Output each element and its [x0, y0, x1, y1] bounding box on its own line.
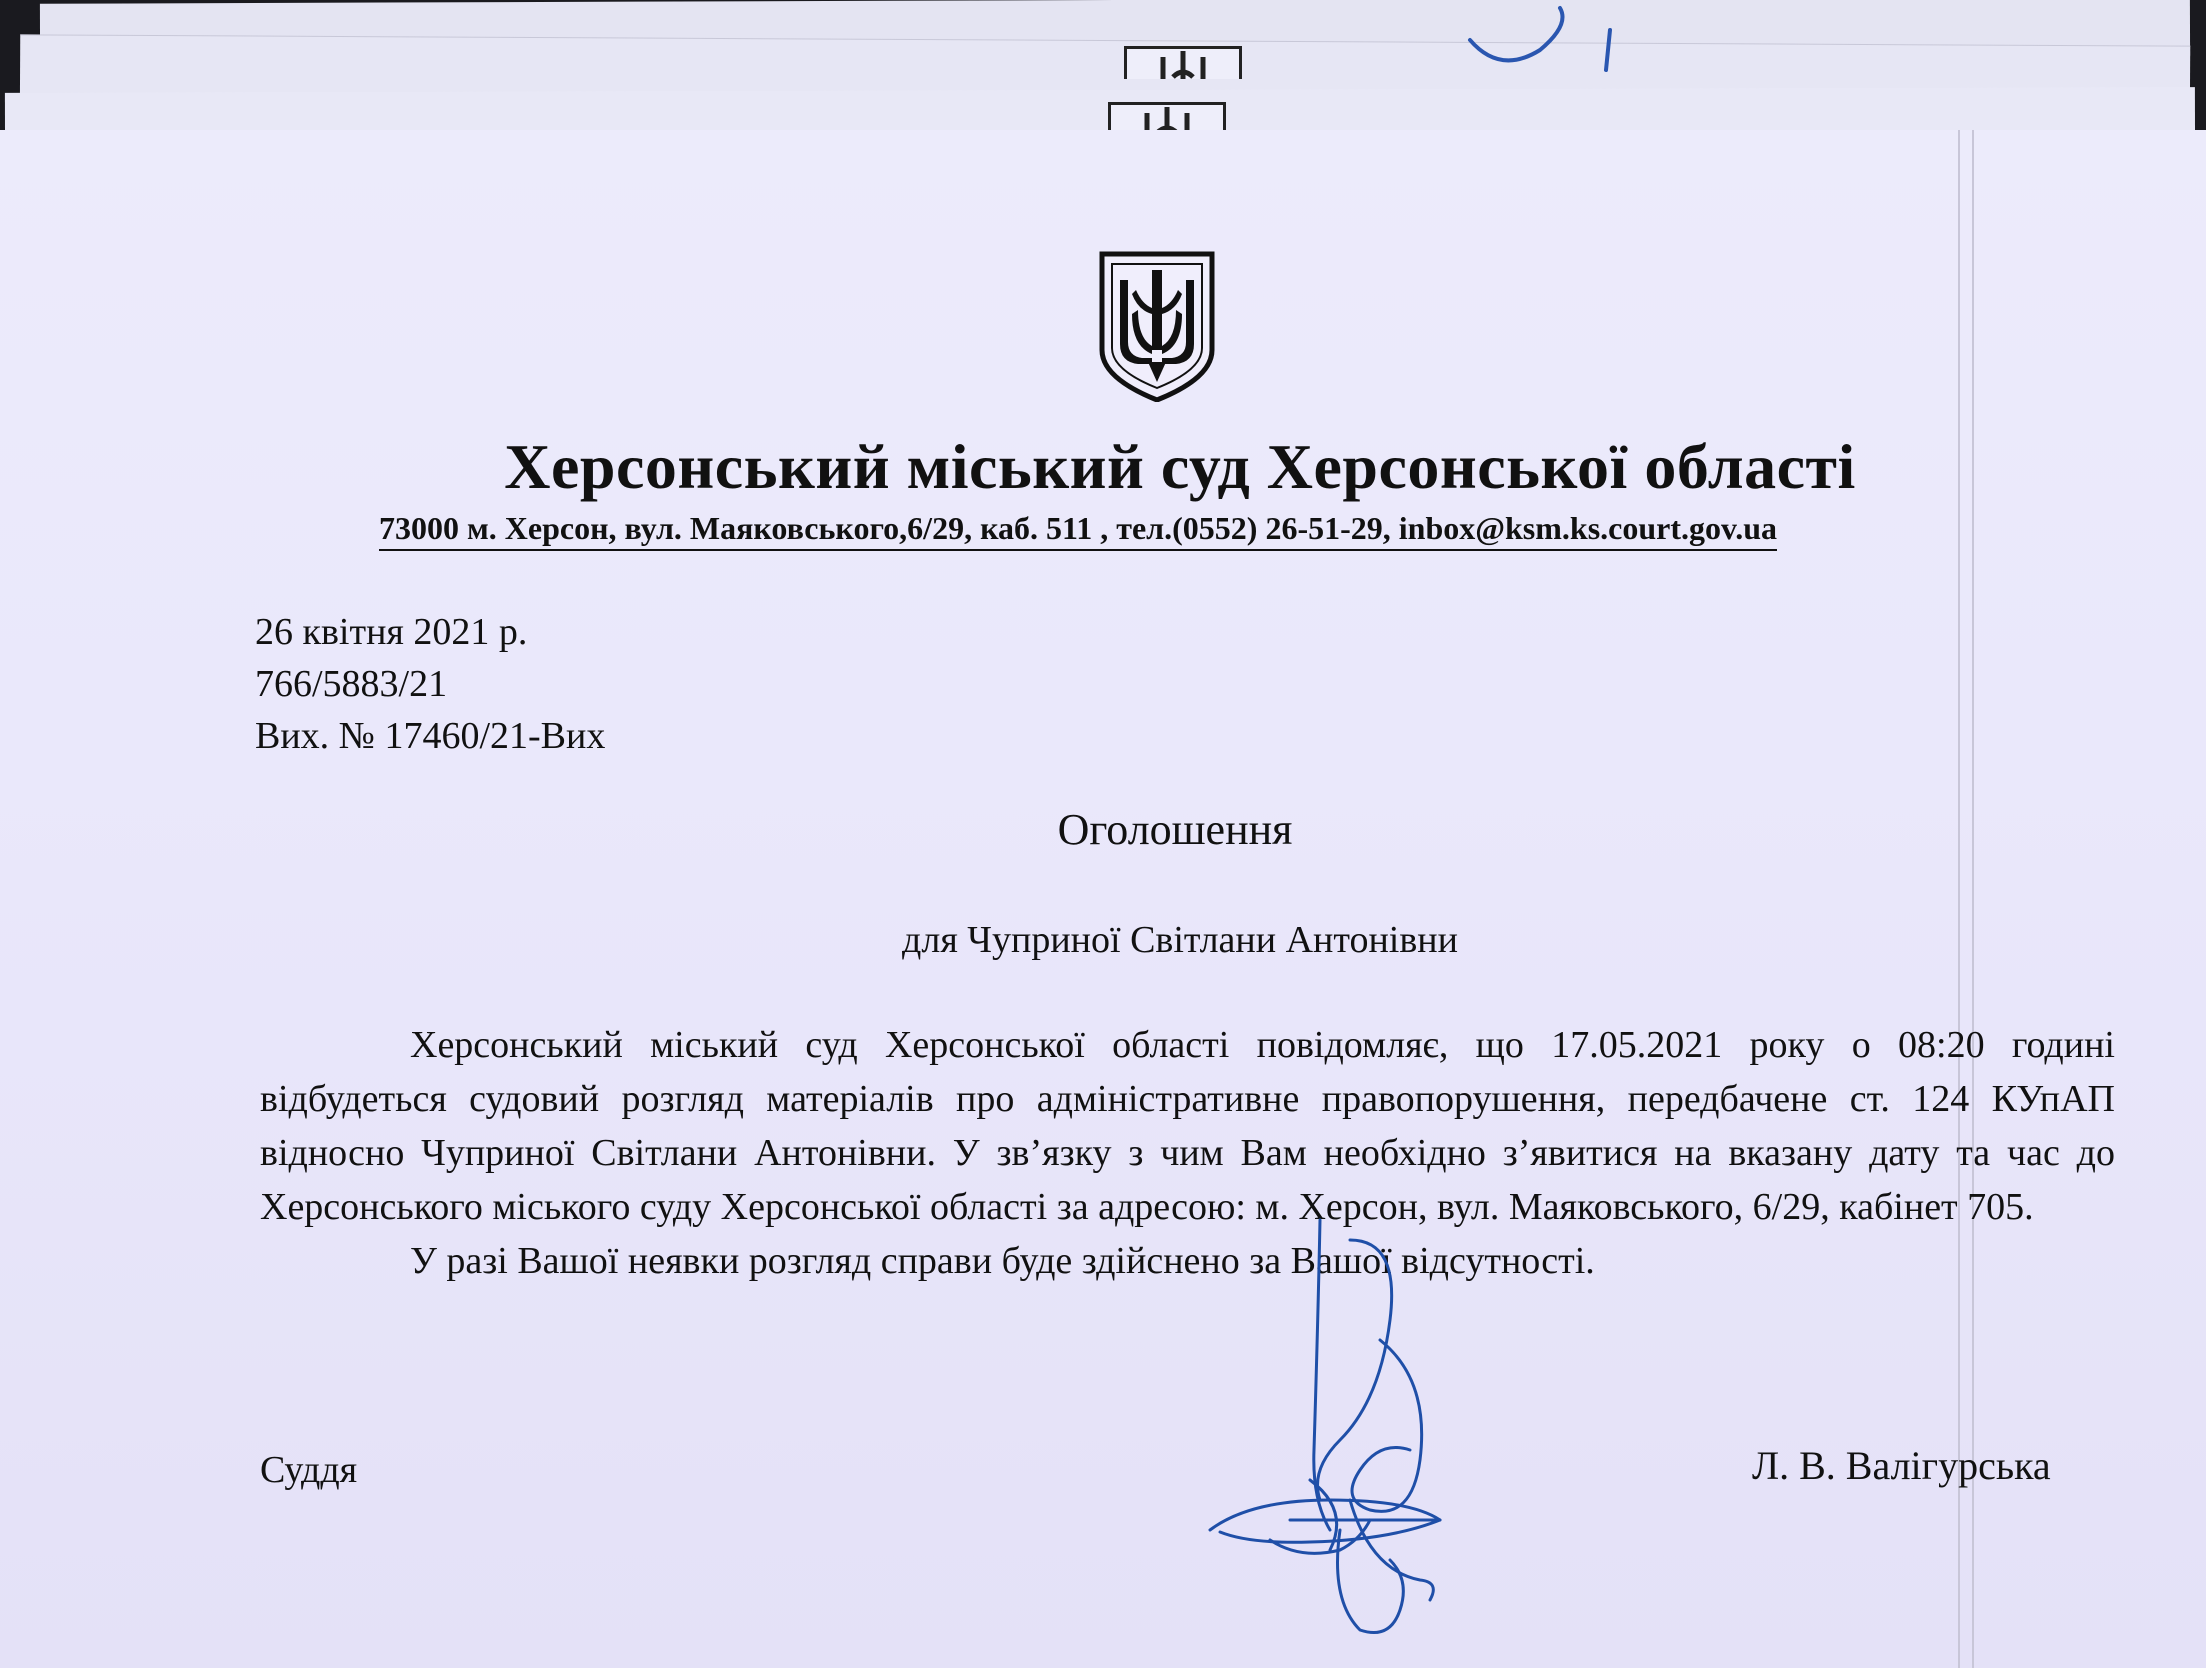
coat-of-arms-icon: [1124, 46, 1242, 79]
case-number: 766/5883/21: [255, 663, 448, 705]
signature-icon: [1460, 0, 1660, 80]
signature-icon: [1190, 1200, 1490, 1650]
sheet-edge: [1972, 130, 1974, 1668]
notice-title: Оголошення: [1057, 805, 1293, 854]
notice-recipient: для Чуприної Світлани Антонівни: [902, 919, 1458, 961]
notice-paragraph: У разі Вашої неявки розгляд справи буде здійснено за Вашої відсутності.: [410, 1240, 1595, 1282]
outgoing-number: Вих. № 17460/21-Вих: [255, 715, 606, 757]
document-page: [0, 130, 2206, 1668]
coat-of-arms-icon: [1098, 250, 1216, 402]
court-address: 73000 м. Херсон, вул. Маяковського,6/29, каб. 511 , тел.(0552) 26-51-29, inbox@ksm.ks.court.gov.ua: [379, 510, 1777, 551]
judge-label: Суддя: [260, 1449, 358, 1491]
court-title: Херсонський міський суд Херсонської області: [504, 431, 1856, 502]
notice-body: [260, 1018, 2115, 1288]
sheet-edge: [1958, 130, 1960, 1668]
notice-paragraph: Херсонський міський суд Херсонської області повідомляє, що 17.05.2021 року о 08:20 годині відбудеться судовий розгляд матеріалів про адміністративне правопорушення, передбачене ст. 124 КУпАП відносно Чуприної Світлани Антонівни. У зв’язку з чим Вам необхідно з’явитися на вказану дату та час до Херсонського міського суду Херсонської області за адресою: м. Херсон, вул. Маяковського, 6/29, кабінет 705.: [260, 1024, 2115, 1228]
document-date: 26 квітня 2021 р.: [255, 611, 528, 653]
document-meta: [255, 606, 605, 762]
judge-name: Л. В. Валігурська: [1752, 1443, 2051, 1488]
